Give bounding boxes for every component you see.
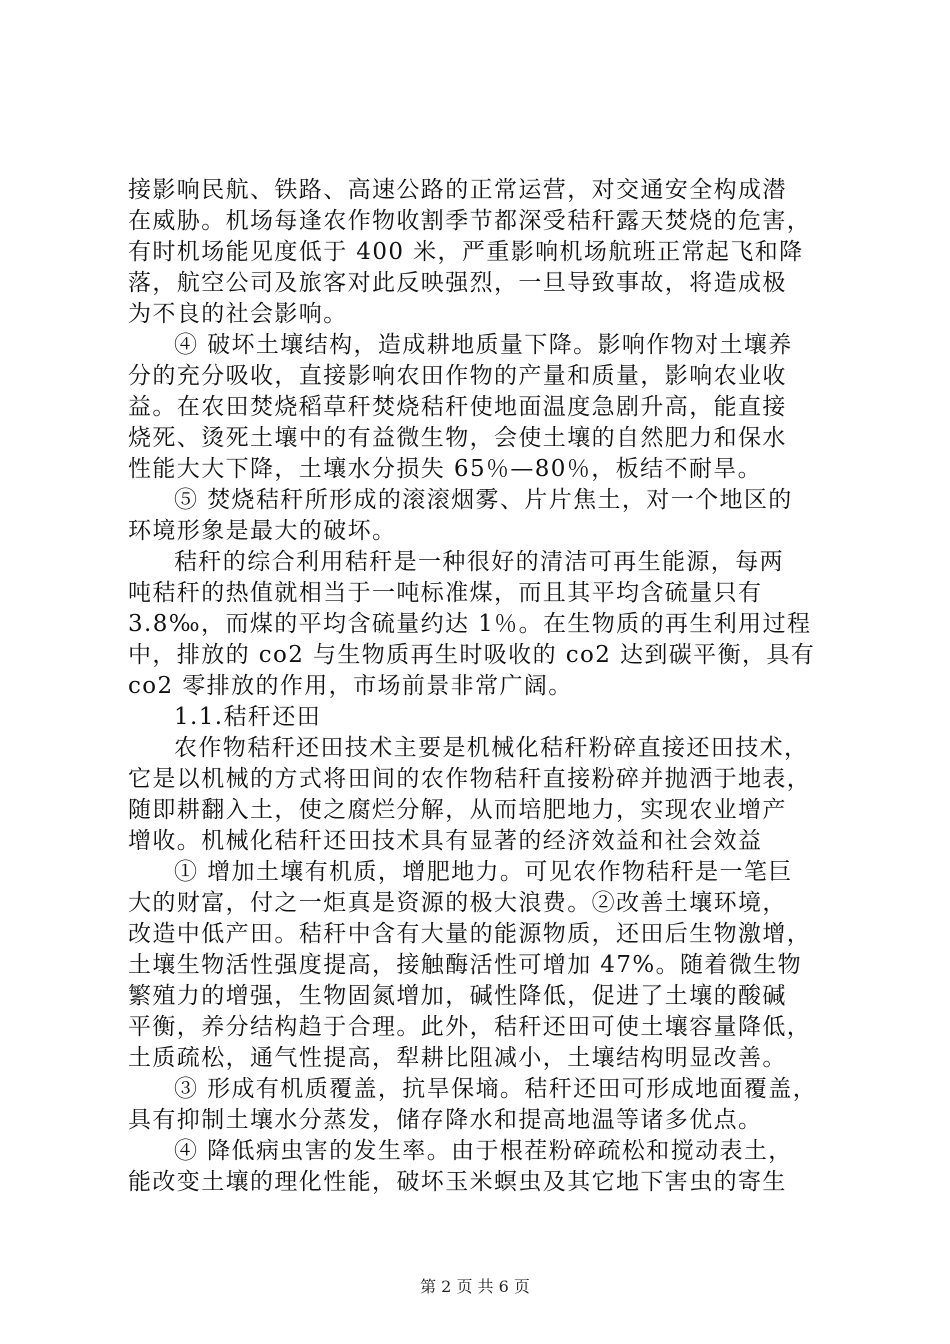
text-line: 繁殖力的增强，生物固氮增加，碱性降低，促进了土壤的酸碱 [128, 983, 787, 1009]
text-line: 为不良的社会影响。 [128, 301, 348, 327]
text-line: ④ 降低病虫害的发生率。由于根茬粉碎疏松和搅动表土， [174, 1138, 793, 1164]
text-line: 在威胁。机场每逢农作物收割季节都深受秸秆露天焚烧的危害， [128, 208, 812, 234]
text-line: 烧死、烫死土壤中的有益微生物，会使土壤的自然肥力和保水 [128, 425, 787, 451]
text-line: 具有抑制土壤水分蒸发，储存降水和提高地温等诸多优点。 [128, 1107, 763, 1133]
text-line: ⑤ 焚烧秸秆所形成的滚滚烟雾、片片焦土，对一个地区的 [174, 487, 793, 513]
document-body [128, 175, 833, 1198]
text-line: ③ 形成有机质覆盖，抗旱保墒。秸秆还田可形成地面覆盖， [174, 1076, 818, 1102]
page-footer: 第 2 页 共 6 页 [420, 1277, 530, 1296]
text-line: 落，航空公司及旅客对此反映强烈，一旦导致事故，将造成极 [128, 270, 787, 296]
text-line: 3.8‰，而煤的平均含硫量约达 1％。在生物质的再生利用过程 [128, 611, 812, 637]
text-line: 土质疏松，通气性提高，犁耕比阻减小，土壤结构明显改善。 [128, 1045, 787, 1071]
text-line: 分的充分吸收，直接影响农田作物的产量和质量，影响农业收 [128, 363, 787, 389]
text-line: 土壤生物活性强度提高，接触酶活性可增加 47%。随着微生物 [128, 952, 803, 978]
text-line: 性能大大下降，土壤水分损失 65％—80％，板结不耐旱。 [128, 456, 763, 482]
text-line: 中，排放的 co2 与生物质再生时吸收的 co2 达到碳平衡，具有 [128, 642, 816, 668]
text-line: 吨秸秆的热值就相当于一吨标准煤，而且其平均含硫量只有 [128, 580, 763, 606]
text-line: ④ 破坏土壤结构，造成耕地质量下降。影响作物对土壤养 [174, 332, 793, 358]
text-line: 改造中低产田。秸秆中含有大量的能源物质，还田后生物激增， [128, 921, 812, 947]
text-line: 1.1.秸秆还田 [174, 704, 322, 730]
text-line: ① 增加土壤有机质，增肥地力。可见农作物秸秆是一笔巨 [174, 859, 793, 885]
text-line: 有时机场能见度低于 400 米，严重影响机场航班正常起飞和降 [128, 239, 804, 265]
text-line: 它是以机械的方式将田间的农作物秸秆直接粉碎并抛洒于地表， [128, 766, 812, 792]
text-line: 平衡，养分结构趋于合理。此外，秸秆还田可使土壤容量降低， [128, 1014, 812, 1040]
text-line: 随即耕翻入土，使之腐烂分解，从而培肥地力，实现农业增产 [128, 797, 787, 823]
text-line: 接影响民航、铁路、高速公路的正常运营，对交通安全构成潜 [128, 177, 787, 203]
text-line: 能改变土壤的理化性能，破坏玉米螟虫及其它地下害虫的寄生 [128, 1169, 787, 1195]
text-line: 农作物秸秆还田技术主要是机械化秸秆粉碎直接还田技术， [174, 735, 809, 761]
text-line: co2 零排放的作用，市场前景非常广阔。 [128, 673, 573, 699]
text-line: 增收。机械化秸秆还田技术具有显著的经济效益和社会效益 [128, 828, 763, 854]
text-line: 秸秆的综合利用秸秆是一种很好的清洁可再生能源，每两 [174, 549, 784, 575]
text-line: 环境形象是最大的破坏。 [128, 518, 397, 544]
text-line: 益。在农田焚烧稻草秆焚烧秸秆使地面温度急剧升高，能直接 [128, 394, 787, 420]
text-line: 大的财富，付之一炬真是资源的极大浪费。②改善土壤环境， [128, 890, 787, 916]
